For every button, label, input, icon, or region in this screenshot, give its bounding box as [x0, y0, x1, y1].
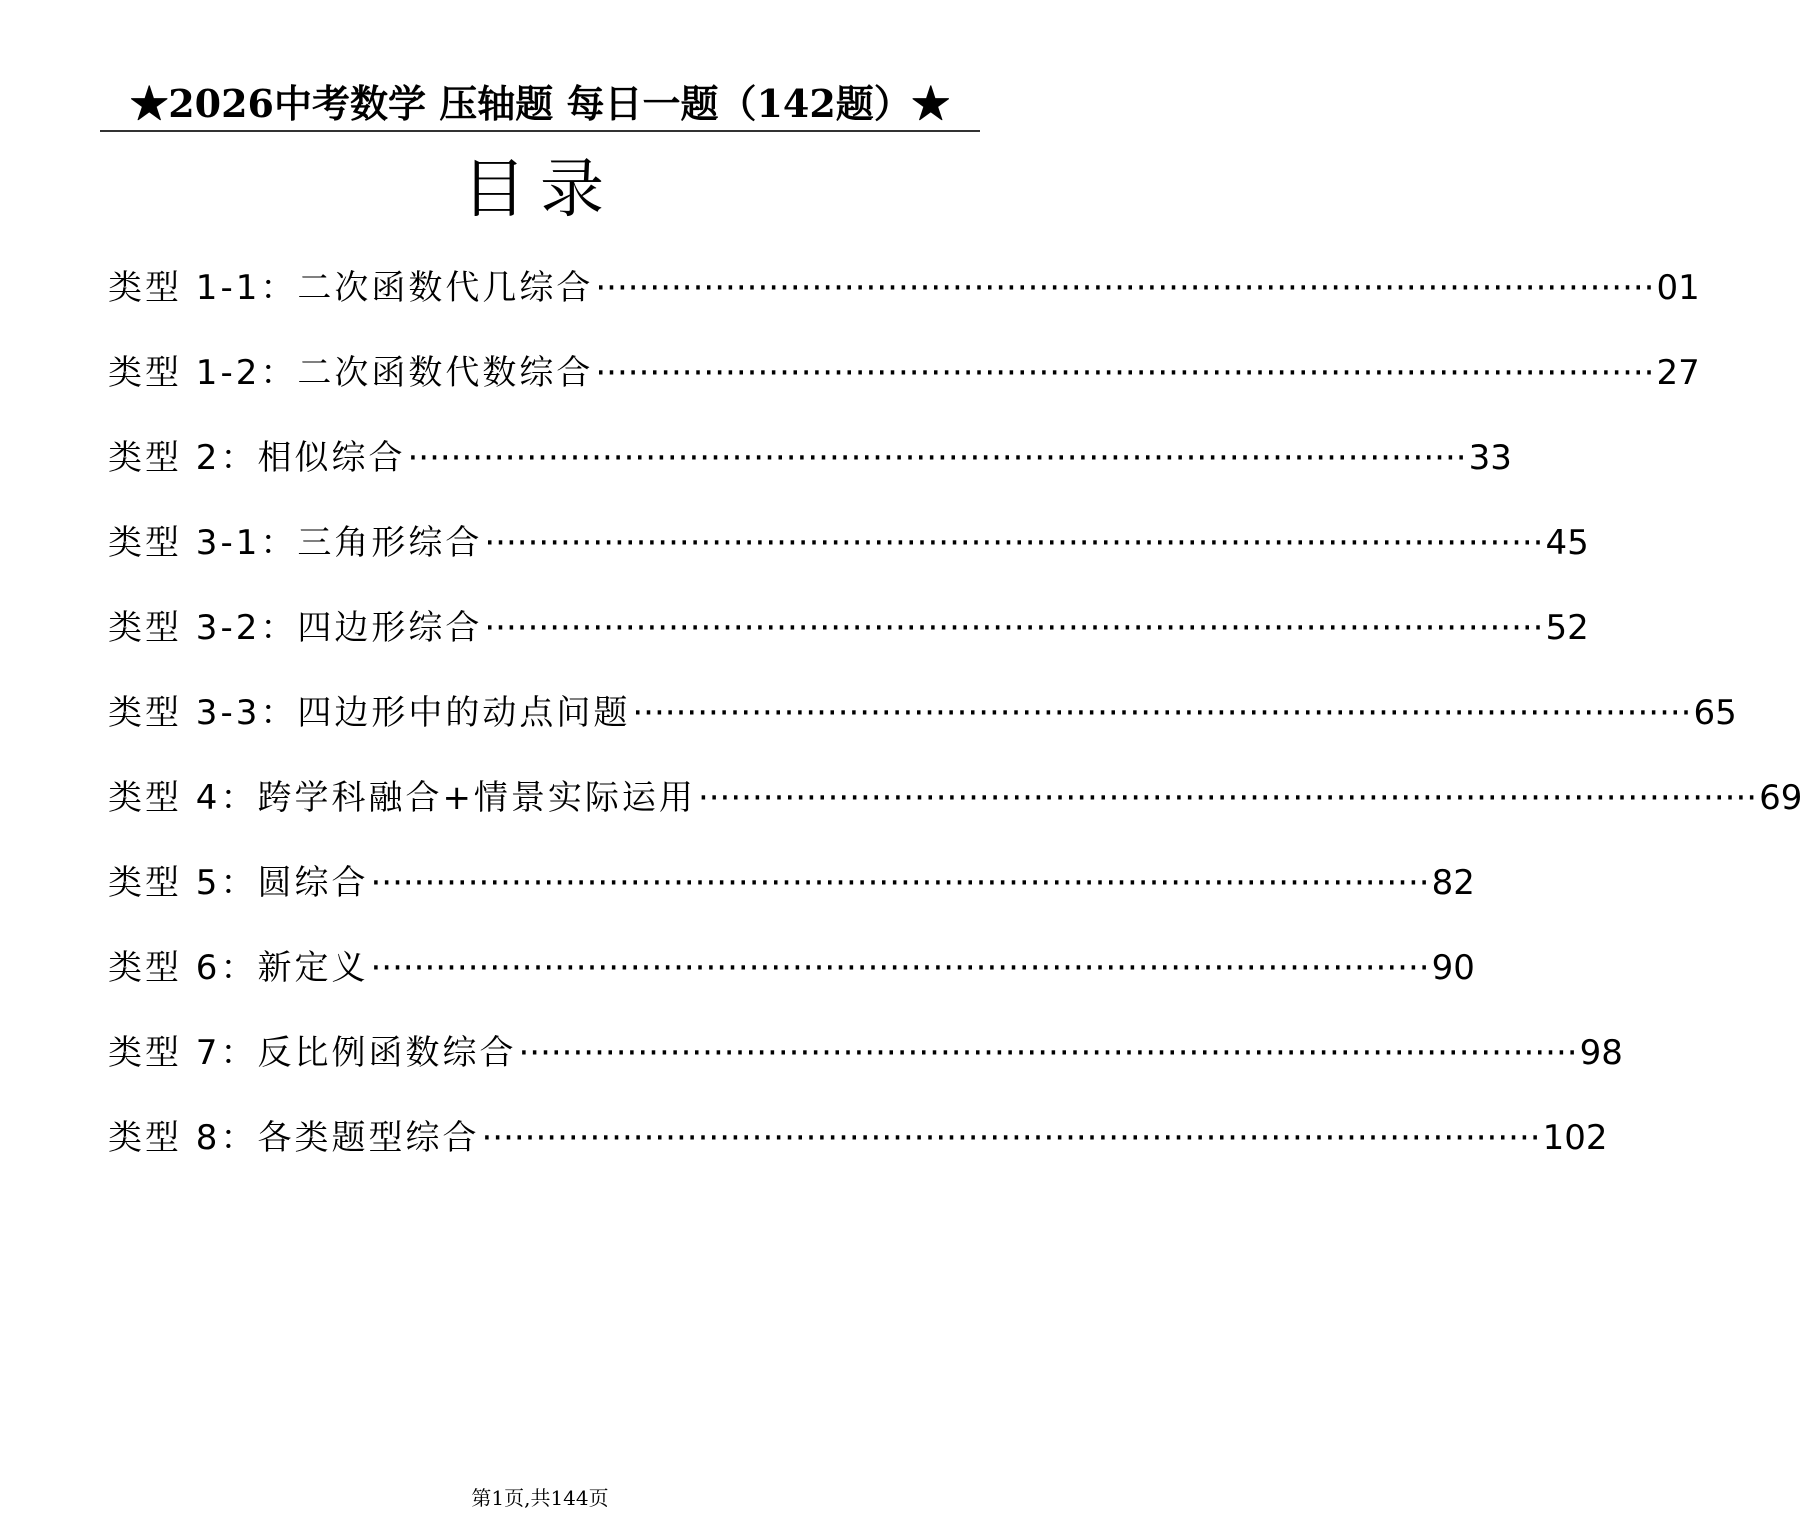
toc-entry[interactable] — [108, 515, 1589, 600]
toc-dot-leader: ·································································································· — [518, 1033, 1578, 1073]
toc-dot-leader: ·································································································· — [697, 778, 1758, 818]
toc-entry-page: 01 — [1656, 268, 1700, 308]
toc-entry-label: 类型 1-1：二次函数代几综合 — [108, 268, 594, 308]
page-header-title: ★2026中考数学 压轴题 每日一题（142题）★ — [100, 78, 980, 132]
toc-entry-page: 82 — [1431, 863, 1475, 903]
toc-entry[interactable] — [108, 345, 1700, 430]
toc-dot-leader: ·································································································· — [632, 693, 1692, 733]
page-indicator: 第1页,共144页 — [471, 1486, 609, 1510]
toc-entry[interactable] — [108, 430, 1512, 515]
toc-entry-page: 27 — [1656, 353, 1700, 393]
toc-entry-page: 90 — [1431, 948, 1475, 988]
toc-entry[interactable] — [108, 940, 1475, 1025]
toc-entry-page: 98 — [1579, 1033, 1623, 1073]
toc-entry[interactable] — [108, 1110, 1608, 1195]
toc-entry[interactable] — [108, 600, 1589, 685]
toc-heading: 目录 — [462, 153, 618, 227]
toc-entry-label: 类型 6：新定义 — [108, 948, 369, 988]
toc-entry-label: 类型 3-3：四边形中的动点问题 — [108, 693, 631, 733]
toc-entry-page: 69 — [1759, 778, 1802, 818]
toc-dot-leader: ·································································································· — [595, 268, 1655, 308]
toc-entry-label: 类型 7：反比例函数综合 — [108, 1033, 517, 1073]
toc-dot-leader: ·································································································· — [484, 608, 1544, 648]
toc-entry-label: 类型 2：相似综合 — [108, 438, 406, 478]
toc-entry-page: 45 — [1545, 523, 1589, 563]
toc-entry[interactable] — [108, 685, 1737, 770]
toc-entry-label: 类型 3-2：四边形综合 — [108, 608, 483, 648]
toc-dot-leader: ·································································································· — [370, 863, 1430, 903]
toc-list — [108, 260, 1802, 1195]
toc-dot-leader: ·································································································· — [407, 438, 1467, 478]
toc-entry-page: 102 — [1542, 1118, 1608, 1158]
toc-entry[interactable] — [108, 770, 1802, 855]
toc-entry-page: 33 — [1468, 438, 1512, 478]
toc-entry-page: 52 — [1545, 608, 1589, 648]
toc-entry[interactable] — [108, 855, 1475, 940]
toc-entry[interactable] — [108, 1025, 1623, 1110]
toc-entry-page: 65 — [1693, 693, 1737, 733]
toc-dot-leader: ·································································································· — [595, 353, 1655, 393]
toc-entry-label: 类型 1-2：二次函数代数综合 — [108, 353, 594, 393]
toc-entry-label: 类型 3-1：三角形综合 — [108, 523, 483, 563]
toc-entry[interactable] — [108, 260, 1700, 345]
toc-entry-label: 类型 5：圆综合 — [108, 863, 369, 903]
toc-dot-leader: ·································································································· — [370, 948, 1430, 988]
toc-entry-label: 类型 4：跨学科融合+情景实际运用 — [108, 778, 696, 818]
toc-dot-leader: ·································································································· — [484, 523, 1544, 563]
toc-dot-leader: ·································································································· — [481, 1118, 1541, 1158]
toc-entry-label: 类型 8：各类题型综合 — [108, 1118, 480, 1158]
